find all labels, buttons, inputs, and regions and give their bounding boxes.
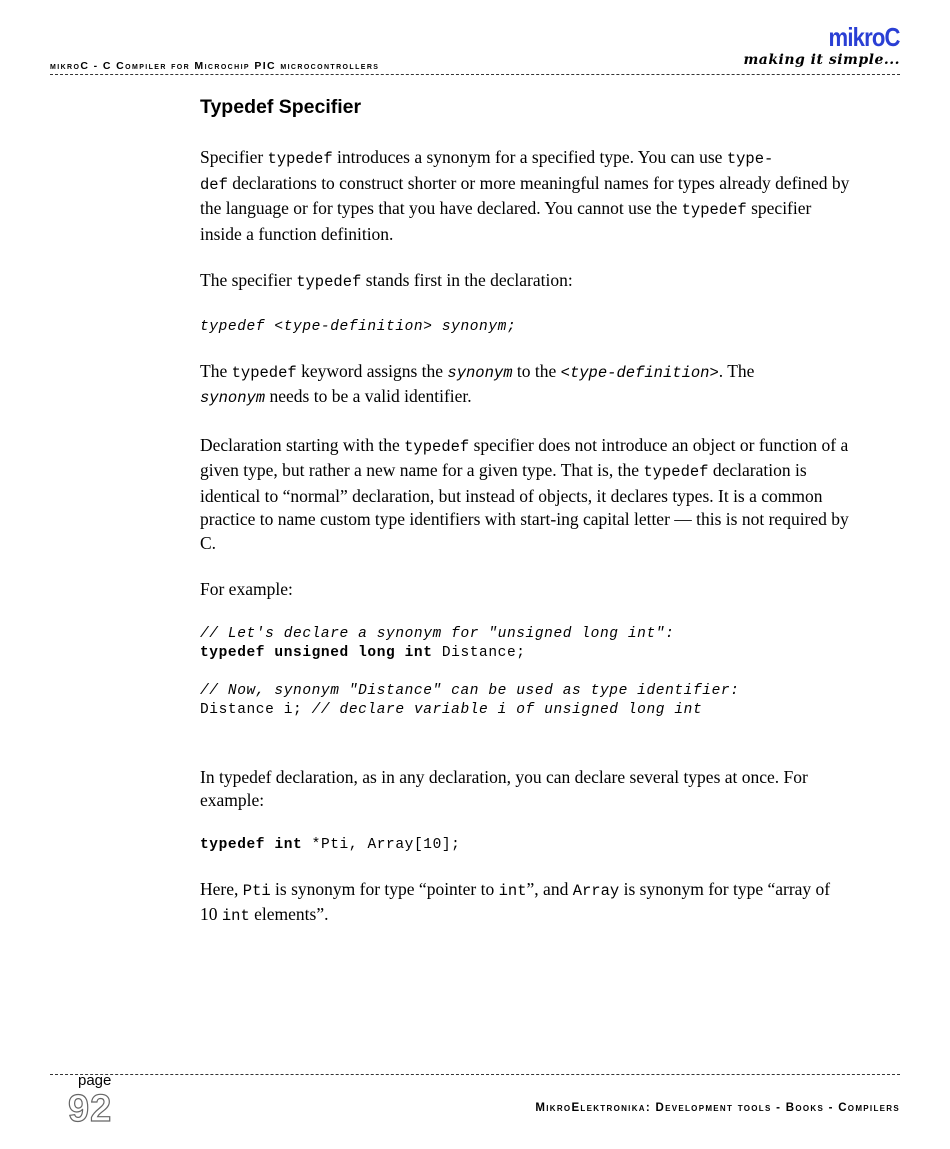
page-label: page [78, 1072, 112, 1089]
paragraph-explanation: Here, Pti is synonym for type “pointer to int”, and Array is synonym for type “array of 10 int elements”. [200, 878, 831, 925]
code-example-2: typedef int *Pti, Array[10]; [200, 836, 461, 853]
section-title: Typedef Specifier [200, 96, 362, 118]
paragraph-keyword: The typedef keyword assigns the synonym to the <type-definition>. The synonym needs to be a valid identifier. [200, 360, 755, 407]
header-divider [50, 74, 900, 75]
paragraph-several-types: In typedef declaration, as in any declaration, you can declare several types at once. For example: [200, 766, 808, 810]
syntax-block: typedef <type-definition> synonym; [200, 318, 517, 335]
paragraph-intro: Specifier typedef introduces a synonym for a specified type. You can use type- def declarations to construct shorter or more meaningful names for types already defined by the language or for types that you have declared. You cannot use the typedef specifier inside a function definition. [200, 147, 850, 244]
paragraph-position: The specifier typedef stands first in the declaration: [200, 270, 573, 291]
paragraph-declaration: Declaration starting with the typedef specifier does not introduce an object or function of a given type, but rather a new name for a given type. That is, the typedef declaration is identical to “normal” declaration, but instead of objects, it declares types. It is a common practice to name custom type identifiers with start-ing capital letter — this is not required by C. [200, 434, 849, 553]
footer-publisher: MikroElektronika: Development tools - Books - Compilers [535, 1102, 900, 1114]
header-title: mikroC - C Compiler for Microchip PIC microcontrollers [50, 60, 380, 72]
tagline: making it simple... [743, 52, 900, 68]
code-example-1: // Let's declare a synonym for "unsigned long int": typedef unsigned long int Distance; // Now, synonym "Distance" can be used as type identifier: Distance i; // declare variable i of unsigned long int [200, 625, 740, 718]
footer-divider [50, 1074, 900, 1075]
page-number: 92 [68, 1088, 113, 1130]
paragraph-example: For example: [200, 579, 293, 599]
mikroc-logo: mikroC [828, 22, 900, 52]
page-content [200, 94, 850, 952]
